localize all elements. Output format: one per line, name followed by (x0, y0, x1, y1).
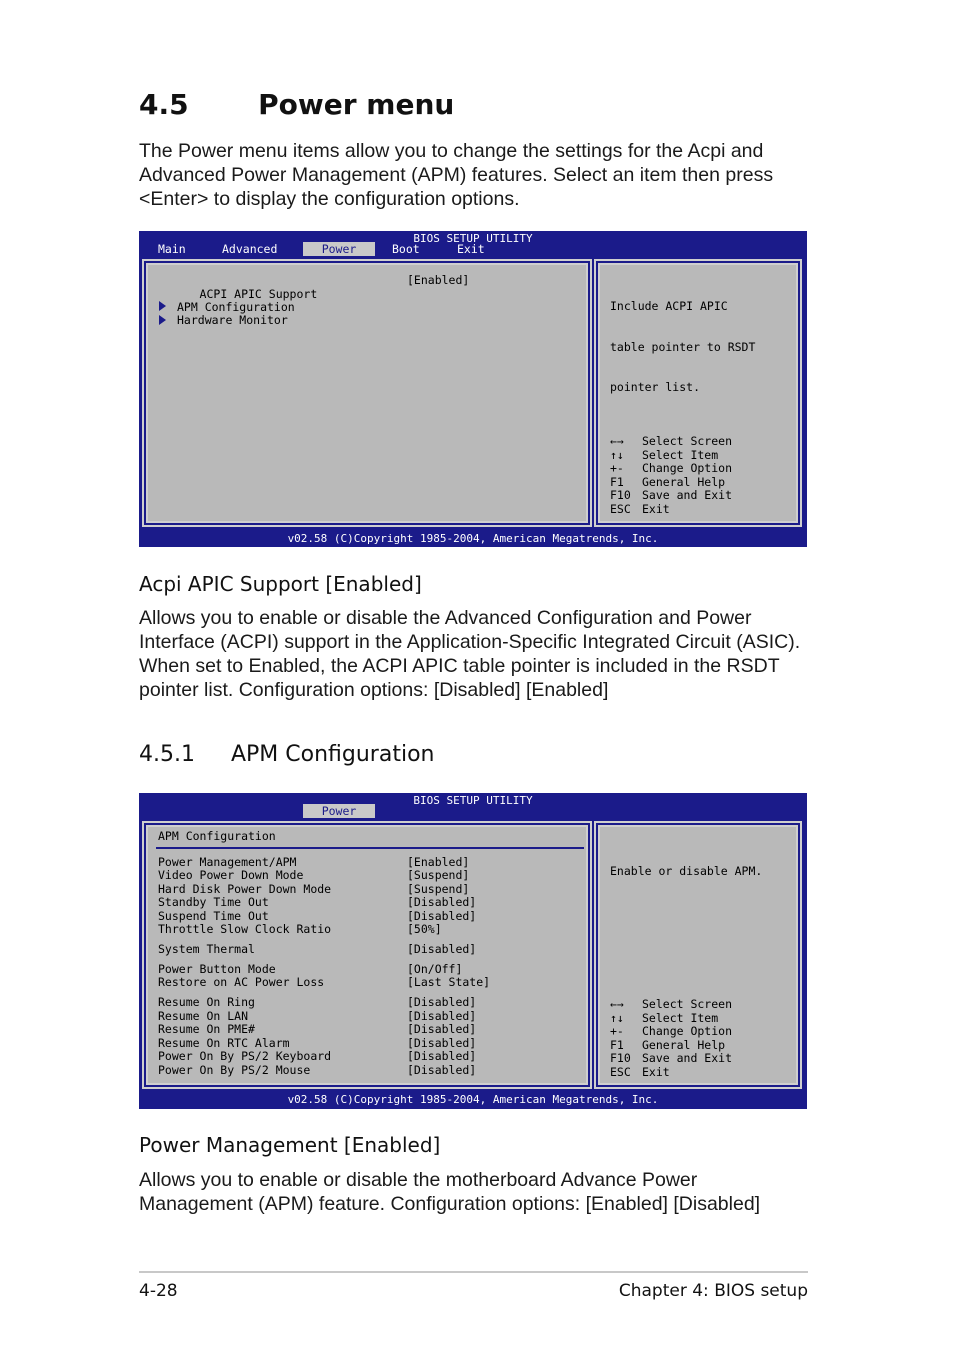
bios-footer: v02.58 (C)Copyright 1985-2004, American Megatrends, Inc. (287, 1093, 659, 1106)
setting-standby-time-out[interactable]: Standby Time Out (158, 895, 269, 909)
key-row (610, 1052, 732, 1066)
submenu-apm-configuration[interactable]: APM Configuration (177, 300, 295, 314)
setting-power-on-by-ps2-keyboard[interactable]: Power On By PS/2 Keyboard (158, 1049, 332, 1063)
up-down-arrows-icon: ↑↓ (610, 447, 624, 462)
setting-value[interactable]: [Enabled] (407, 273, 470, 287)
setting-suspend-time-out[interactable]: Suspend Time Out (158, 909, 269, 923)
page-number: 4-28 (139, 1281, 178, 1301)
key-row (610, 489, 732, 503)
subsection-text: Allows you to enable or disable the Advanced Configuration and Power Interface (ACPI) support in the Application-Specific Integrated Circuit (ASIC). When set to Enabled, the ACPI APIC table pointer is included in the RSDT pointer list. Configuration options: [Disabled] [Enabled] (139, 607, 801, 701)
setting-value[interactable]: [Disabled] (407, 1063, 477, 1077)
setting-value[interactable]: [On/Off] (407, 962, 463, 976)
menu-tab-advanced[interactable]: Advanced (222, 242, 278, 256)
key-row (610, 1012, 732, 1026)
menu-tab-power[interactable]: Power (303, 242, 375, 256)
setting-value[interactable]: [Disabled] (407, 1049, 477, 1063)
chapter-title: Chapter 4: BIOS setup (618, 1281, 808, 1301)
key-row (610, 1066, 732, 1080)
title-divider (156, 847, 584, 849)
bios-title: BIOS SETUP UTILITY (413, 232, 533, 245)
key-label: F10 (610, 488, 631, 502)
key-label: F10 (610, 1051, 631, 1065)
key-legend (610, 435, 732, 516)
key-action: Save and Exit (642, 1051, 733, 1065)
subsection-paragraph (139, 1168, 809, 1216)
section2-title: APM Configuration (230, 742, 435, 767)
key-action: Exit (642, 501, 670, 516)
setting-value[interactable]: [Disabled] (407, 942, 477, 956)
left-right-arrows-icon: ←→ (610, 434, 624, 448)
intro-paragraph (139, 139, 809, 211)
subsection-paragraph (139, 606, 809, 702)
setting-value[interactable]: [50%] (407, 922, 442, 936)
submenu-arrow-icon (159, 315, 166, 325)
key-label: F1 (610, 474, 624, 489)
key-label: +- (610, 461, 624, 475)
setting-value[interactable]: [Disabled] (407, 1009, 477, 1023)
subsection-heading: Power Management [Enabled] (139, 1133, 441, 1157)
key-action: Change Option (642, 461, 733, 475)
help-line: Enable or disable APM. (610, 864, 763, 878)
bios-help-panel (594, 821, 802, 1089)
up-down-arrows-icon: ↑↓ (610, 1010, 624, 1025)
setting-value[interactable]: [Disabled] (407, 895, 477, 909)
setting-value[interactable]: [Disabled] (407, 995, 477, 1009)
bios-screen-apm (139, 793, 807, 1109)
key-label: F1 (610, 1037, 624, 1052)
setting-label: ACPI APIC Support (199, 287, 318, 301)
setting-value[interactable]: [Enabled] (407, 855, 470, 869)
key-row (610, 462, 732, 476)
key-row (610, 503, 732, 517)
section-number: 4.5 (139, 88, 189, 121)
left-right-arrows-icon: ←→ (610, 997, 624, 1011)
setting-value[interactable]: [Disabled] (407, 1036, 477, 1050)
setting-value[interactable]: [Disabled] (407, 909, 477, 923)
menu-tab-power[interactable]: Power (303, 804, 375, 818)
key-action: Save and Exit (642, 488, 733, 502)
help-line: pointer list. (610, 380, 701, 394)
key-row (610, 998, 732, 1012)
key-row (610, 1039, 732, 1053)
setting-resume-on-pme[interactable]: Resume On PME# (158, 1022, 255, 1036)
key-action: General Help (642, 474, 726, 489)
key-action: Select Item (642, 1010, 719, 1025)
help-line: table pointer to RSDT (610, 339, 756, 354)
setting-throttle-slow-clock-ratio[interactable]: Throttle Slow Clock Ratio (158, 922, 332, 936)
menu-tab-boot[interactable]: Boot (392, 242, 420, 256)
section-title: Power menu (258, 88, 455, 121)
setting-power-management-apm[interactable]: Power Management/APM (158, 855, 297, 869)
key-label: ESC (610, 501, 631, 516)
key-label: ESC (610, 1064, 631, 1079)
submenu-hardware-monitor[interactable]: Hardware Monitor (177, 313, 288, 327)
key-action: General Help (642, 1037, 726, 1052)
bios-menubar (139, 804, 807, 818)
setting-value[interactable]: [Suspend] (407, 882, 470, 896)
panel-title: APM Configuration (158, 829, 276, 843)
key-legend (610, 998, 732, 1079)
key-action: Select Screen (642, 997, 733, 1011)
bios-help-panel (594, 259, 802, 527)
subsection-heading: Acpi APIC Support [Enabled] (139, 572, 422, 596)
setting-system-thermal[interactable]: System Thermal (158, 942, 255, 956)
setting-resume-on-lan[interactable]: Resume On LAN (158, 1009, 249, 1023)
intro-text: The Power menu items allow you to change the settings for the Acpi and Advanced Power Management (APM) features. Select an item then press <Enter> to display the configuration options. (139, 140, 774, 210)
section2-number: 4.5.1 (139, 742, 195, 767)
menu-tab-exit[interactable]: Exit (457, 242, 485, 256)
setting-resume-on-rtc-alarm[interactable]: Resume On RTC Alarm (158, 1036, 290, 1050)
setting-value[interactable]: [Suspend] (407, 868, 470, 882)
key-row (610, 476, 732, 490)
key-label: +- (610, 1024, 624, 1038)
bios-title: BIOS SETUP UTILITY (413, 794, 533, 807)
key-action: Select Screen (642, 434, 733, 448)
setting-value[interactable]: [Last State] (407, 975, 491, 989)
key-row (610, 449, 732, 463)
bios-settings-panel (142, 259, 592, 527)
page-footer-rule (139, 1271, 808, 1273)
setting-value[interactable]: [Disabled] (407, 1022, 477, 1036)
subsection-text: Allows you to enable or disable the motherboard Advance Power Management (APM) feature. Configuration options: [Enabled] [Disabled] (139, 1169, 761, 1215)
help-line: Include ACPI APIC (610, 299, 728, 313)
submenu-arrow-icon (159, 301, 166, 311)
setting-resume-on-ring[interactable]: Resume On Ring (158, 995, 255, 1009)
setting-power-button-mode[interactable]: Power Button Mode (158, 962, 276, 976)
bios-settings-panel (142, 821, 592, 1089)
key-action: Change Option (642, 1024, 733, 1038)
setting-hard-disk-power-down-mode[interactable]: Hard Disk Power Down Mode (158, 882, 332, 896)
key-row (610, 435, 732, 449)
setting-video-power-down-mode[interactable]: Video Power Down Mode (158, 868, 304, 882)
bios-footer: v02.58 (C)Copyright 1985-2004, American Megatrends, Inc. (287, 532, 659, 545)
setting-power-on-by-ps2-mouse[interactable]: Power On By PS/2 Mouse (158, 1063, 311, 1077)
bios-menubar (139, 242, 807, 256)
key-action: Exit (642, 1064, 670, 1079)
setting-restore-on-ac-power-loss[interactable]: Restore on AC Power Loss (158, 975, 325, 989)
help-text (610, 838, 762, 906)
section2-heading (139, 742, 434, 767)
menu-tab-main[interactable]: Main (158, 242, 186, 256)
key-row (610, 1025, 732, 1039)
help-text (610, 273, 755, 422)
key-action: Select Item (642, 447, 719, 462)
section-heading (139, 88, 454, 121)
bios-screen-power (139, 231, 807, 547)
